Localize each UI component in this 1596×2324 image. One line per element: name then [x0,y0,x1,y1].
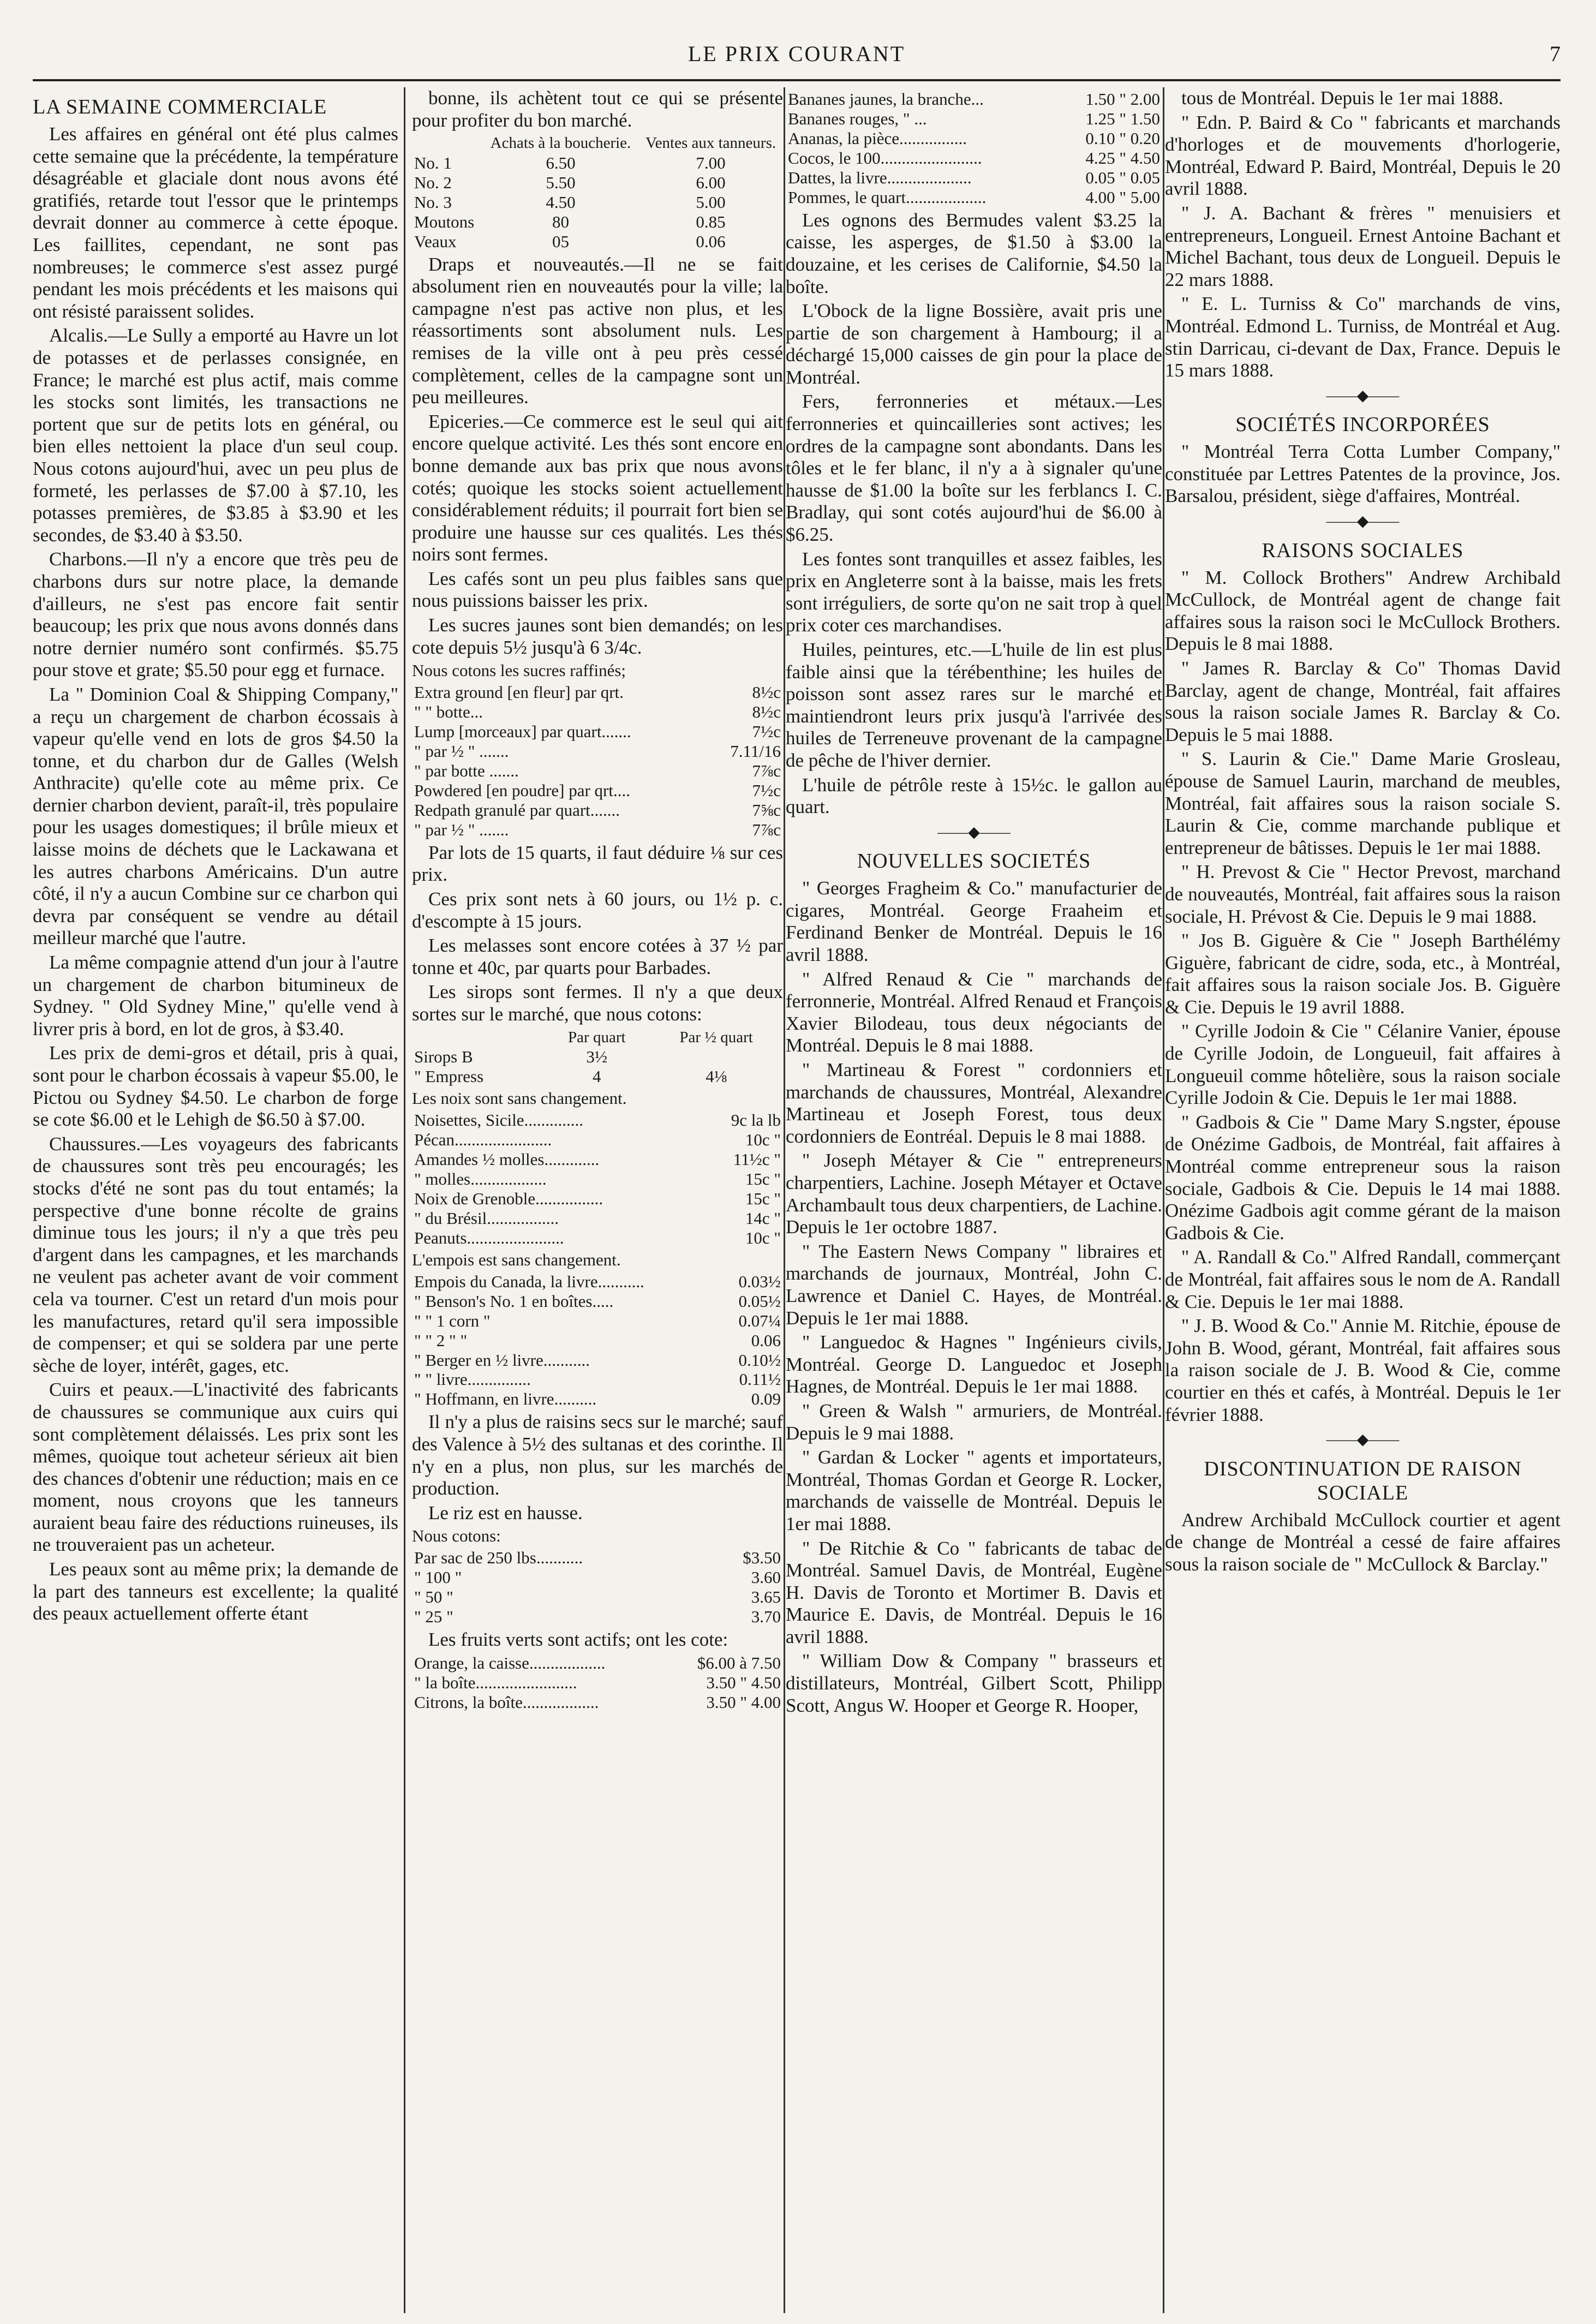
ornament-divider: ——◆—— [1326,387,1400,404]
table-row [412,1587,783,1607]
paragraph: " Joseph Métayer & Cie " entrepreneurs charpentiers, Lachine. Joseph Métayer et Octave Archambault tous deux charpentiers, de Lachine. Depuis le 1er octobre 1887. [786,1150,1162,1238]
table-cell: Redpath granulé par quart....... [414,800,620,820]
paragraph: Les melasses sont encore cotées à 37 ½ par tonne et 40c, par quarts pour Barbades. [412,935,783,978]
ornament-divider: ——◆—— [1326,513,1400,530]
rice-price-table [412,1548,783,1627]
column-2 [412,87,783,2313]
paragraph: Les prix de demi-gros et détail, pris à quai, sont pour le charbon écossais à vapeur $5.00, le Pictou ou Sydney $4.50. Le charbon de forge se cote $6.00 et le Lehigh de $6.50 à $7.00. [33,1042,398,1131]
table-cell: Sirops B [414,1047,473,1067]
section-heading: RAISONS SOCIALES [1262,539,1464,562]
table-row [412,212,783,232]
table-row [786,89,1162,109]
paragraph: Les sucres jaunes sont bien demandés; on les cote depuis 5½ jusqu'à 6 3/4c. [412,614,783,658]
table-cell [649,1047,783,1067]
table-cell: Pommes, le quart................... [788,187,987,207]
subheading: Nous cotons les sucres raffinés; [412,661,626,680]
table-cell: 7.11/16 [730,742,781,761]
table-row [786,129,1162,148]
table-cell: 4 [593,1067,601,1086]
table-row [412,1169,783,1189]
table-cell: Extra ground [en fleur] par qrt. [414,683,624,702]
table-cell: " 50 " [414,1587,453,1607]
ornament-divider: ——◆—— [937,823,1011,841]
table-cell: " molles.................. [414,1169,547,1188]
table-row [412,1228,783,1248]
table-row [786,168,1162,188]
paragraph: " M. Collock Brothers" Andrew Archibald McCullock, de Montréal agent de change fait affaires sous la raison soci le McCullock Brothers. Depuis le 8 mai 1888. [1165,566,1561,655]
table-header: Achats à la boucherie. [490,134,631,152]
paragraph: " James R. Barclay & Co" Thomas David Barclay, agent de change, Montréal, fait affaires sous la raison sociale James R. Barclay & Co. Depuis le 5 mai 1888. [1165,657,1561,745]
paragraph: Charbons.—Il n'y a encore que très peu de charbons durs sur notre place, la demande d'ailleurs, ne s'est pas encore fait sentir beaucoup; les prix que nous avons donnés dans notre dernier numéro sont confirmés. $5.75 pour stove et grate; $5.50 pour egg et furnace. [33,548,398,681]
table-cell: 0.07¼ [738,1311,781,1330]
table-cell: 4.50 [546,192,576,212]
section-heading: DISCONTINUATION DE RAISON SOCIALE [1204,1457,1522,1504]
table-row [412,1110,783,1130]
table-cell: " " botte... [414,702,483,722]
table-cell: 7⅞c [752,761,781,781]
table-cell: No. 2 [414,172,452,192]
table-row [412,1389,783,1409]
paragraph: " The Eastern News Company " libraires et marchands de journaux, Montréal, John C. Lawrence et Daniel C. Hayes, de Montréal. Depuis le 1er mai 1888. [786,1240,1162,1329]
table-row [412,742,783,761]
table-cell: 15c " [745,1188,781,1208]
table-cell: 7½c [752,722,781,742]
paragraph: Le riz est en hausse. [428,1502,583,1524]
table-cell: 9c la lb [731,1110,781,1130]
ornament-divider: ——◆—— [1326,1431,1400,1449]
paragraph: " S. Laurin & Cie." Dame Marie Grosleau, épouse de Samuel Laurin, marchand de meubles, Montréal, fait affaires sous la raison sociale S. Laurin & Cie, comme marchande publique et entrepreneur de bâtisses. Depuis le 1er mai 1888. [1165,748,1561,858]
table-header [412,134,483,153]
table-row [412,1067,783,1086]
table-cell: " Benson's No. 1 en boîtes..... [414,1291,614,1311]
table-row [412,1607,783,1627]
table-cell: 3.65 [751,1587,781,1607]
table-cell: Cocos, le 100........................ [788,148,982,168]
column-1 [33,87,398,2313]
paragraph: Draps et nouveautés.—Il ne se fait absolument rien en nouveautés pour la ville; la campagne n'est pas active non plus, et les réassortiments sont absolument nuls. Les remises de la ville ont à peu près cessé complètement, celles de la campagne sont un peu meilleures. [412,253,783,408]
paragraph: " H. Prevost & Cie " Hector Prevost, marchand de nouveautés, Montréal, fait affaires sous la raison sociale, H. Prévost & Cie. Depuis le 9 mai 1888. [1165,861,1561,927]
table-row [412,1047,783,1067]
column-divider [1163,87,1164,2313]
table-cell: 1.25 " 1.50 [1085,109,1160,128]
table-cell: 0.03½ [738,1271,781,1291]
paragraph: " William Dow & Company " brasseurs et distillateurs, Montréal, Gilbert Scott, Philipp Scott, Angus W. Hooper et George R. Hooper, [786,1650,1162,1716]
paragraph: " Green & Walsh " armuriers, de Montréal. Depuis le 9 mai 1888. [786,1400,1162,1444]
paragraph: " Gadbois & Cie " Dame Mary S.ngster, épouse de Onézime Gadbois, de Montréal, fait affaires à Montréal comme entrepreneur sous la raison sociale, Gadbois & Cie. Depuis le 14 mai 1888. Onézime Gadbois agit comme gérant de la maison Gadbois & Cie. [1165,1111,1561,1244]
fruit-price-table [412,1653,783,1712]
paragraph: Les affaires en général ont été plus calmes cette semaine que la précédente, la température désagréable et glaciale dont nous avons été gratifiés, retarde tout l'essor que le printemps devrait donner au commerce à cette époque. Les faillites, cependant, ne sont pas nombreuses; le commerce s'est assez purgé pendant les mois précédents et les maisons qui ont résisté paraissent solides. [33,123,398,322]
paragraph: " J. B. Wood & Co." Annie M. Ritchie, épouse de John B. Wood, gérant, Montréal, fait affaires sous la raison sociale de J. B. Wood & Cie, comme courtier en thés et cafés, à Montréal. Depuis le 1er février 1888. [1165,1315,1561,1425]
paragraph: Chaussures.—Les voyageurs des fabricants de chaussures sont très peu encouragés; les stocks d'été ne sont pas du tout entamés; la perspective d'une bonne récolte de grains diminue tous les jours; il n'y a que très peu d'argent dans les campagnes, et les marchands ne veulent pas acheter avant de voir comment cela va tourner. C'est un retard d'un mois pour les manufactures, retard qu'il sera impossible de compenser; et qui se soldera par une perte sèche de loyer, intérêt, gages, etc. [33,1133,398,1376]
table-cell: Powdered [en poudre] par qrt.... [414,780,630,800]
table-cell: " par botte ....... [414,761,519,781]
paragraph: Alcalis.—Le Sully a emporté au Havre un lot de potasses et de perlasses consignée, en France; le marché est plus actif, mais comme les stocks sont limités, les transactions ne portent que sur de petits lots en général, ou bien elles nettoient la place d'un seul coup. Nous cotons aujourd'hui, avec un peu plus de formeté, les perlasses de $7.00 à $7.10, les potasses premières, de $3.85 à $3.90 et les secondes, de $3.40 à $3.50. [33,325,398,546]
column-divider [404,87,405,2313]
paragraph: Les fruits verts sont actifs; ont les cote: [428,1629,728,1651]
table-cell: " " 1 corn " [414,1311,491,1330]
table-cell: 0.06 [696,231,726,251]
table-header [412,1028,544,1048]
table-cell: 0.06 [751,1330,781,1350]
table-row [412,761,783,781]
table-cell: 8½c [752,702,781,722]
newspaper-title: LE PRIX COURANT [688,41,906,66]
table-row [412,1370,783,1389]
paragraph: Les peaux sont au même prix; la demande de la part des tanneurs est excellente; la qualité des peaux actuellement offerte étant [33,1558,398,1624]
table-cell: 3½ [586,1047,608,1067]
paragraph: " Jos B. Giguère & Cie " Joseph Barthélémy Giguère, fabricant de cidre, soda, etc., à Montréal, fait affaires sous la raison sociale Jos. B. Giguère & Cie. Depuis le 19 avril 1888. [1165,930,1561,1018]
table-cell: Veaux [414,231,457,251]
paragraph: Cuirs et peaux.—L'inactivité des fabricants de chaussures se communique aux cuirs qui sont complètement délaissés. Les prix sont les mêmes, quoique tout acheteur sérieux ait bien des chances d'obtenir une réduction; mais en ce moment, nous croyons que les tanneurs auraient beau faire des réductions ruineuses, ils ne trouveraient pas un acheteur. [33,1379,398,1556]
table-cell: Noix de Grenoble................ [414,1188,603,1208]
table-cell: 0.85 [696,212,726,231]
table-cell: Moutons [414,212,475,231]
table-cell: 0.10½ [738,1350,781,1370]
paragraph: L'Obock de la ligne Bossière, avait pris une partie de son chargement à Hambourg; il a déchargé 15,000 caisses de gin pour la place de Montréal. [786,300,1162,388]
table-row [412,1311,783,1331]
table-cell: 4.25 " 4.50 [1085,148,1160,168]
subheading: Les noix sont sans changement. [412,1089,627,1108]
table-header: Par quart [568,1028,626,1046]
table-row [412,1130,783,1150]
table-row [412,1568,783,1587]
table-cell: Noisettes, Sicile.............. [414,1110,583,1130]
section-heading: NOUVELLES SOCIETÉS [857,850,1091,873]
paragraph: tous de Montréal. Depuis le 1er mai 1888. [1181,87,1504,109]
paragraph: " Martineau & Forest " cordonniers et marchands de chaussures, Montréal, Alexandre Martineau et Joseph Forest, tous deux cordonniers de Eontréal. Depuis le 8 mai 1888. [786,1059,1162,1147]
table-row [412,722,783,742]
table-cell: Orange, la caisse.................. [414,1653,606,1672]
table-cell: " par ½ " ....... [414,742,509,761]
table-cell: " la boîte........................ [414,1672,577,1692]
paragraph: Epiceries.—Ce commerce est le seul qui ait encore quelque activité. Les thés sont encore en bonne demande aux bas prix que nous avons cotés; quoique les stocks soient actuellement considérablement réduits; il pourrait fort bien se produire une hausse sur ces qualités. Les thés noirs sont fermes. [412,410,783,565]
table-cell: 7⅝c [752,800,781,820]
sugar-price-table [412,683,783,840]
page-number: 7 [1550,41,1561,66]
table-cell: Empois du Canada, la livre........... [414,1271,644,1291]
table-cell: 3.50 " 4.50 [706,1672,781,1692]
table-header: Par ½ quart [679,1028,753,1046]
paragraph: " Georges Fragheim & Co." manufacturier de cigares, Montréal. George Fraaheim et Ferdinand Benker de Montréal. Depuis le 16 avril 1888. [786,877,1162,966]
table-row [412,153,783,173]
fruit-price-table-continued [786,89,1162,207]
table-cell: 05 [552,231,569,251]
table-cell: 1.50 " 2.00 [1085,89,1160,109]
table-cell: 0.05½ [738,1291,781,1311]
table-cell: 4⅛ [706,1067,727,1086]
paragraph: " J. A. Bachant & frères " menuisiers et entrepreneurs, Longueil. Ernest Antoine Bachant et Michel Bachant, tous deux de Longueil. Depuis le 22 mars 1888. [1165,202,1561,290]
table-cell: 5.50 [546,172,576,192]
table-row [412,193,783,212]
paragraph: " Edn. P. Baird & Co " fabricants et marchands d'horloges et de mouvements d'horlogerie, Montréal, Edward P. Baird, Montréal, Depuis le 20 avril 1888. [1165,111,1561,200]
table-cell: 6.00 [696,172,726,192]
table-row [412,1209,783,1228]
table-cell: 0.09 [751,1389,781,1409]
table-cell: 7⅞c [752,820,781,839]
table-cell: " " livre............... [414,1370,531,1389]
paragraph: " Cyrille Jodoin & Cie " Célanire Vanier, épouse de Cyrille Jodoin, de Longueuil, fait affaires à Longueuil comme hôtelière, sous la raison sociale Cyrille Jodoin & Cie. Depuis le 1er mai 1888. [1165,1020,1561,1109]
table-row [412,1653,783,1673]
table-row [412,173,783,193]
table-cell: 7.00 [696,153,726,172]
page-header [33,41,1561,74]
table-cell: " 100 " [414,1568,462,1587]
table-cell: 4.00 " 5.00 [1085,187,1160,207]
section-heading: LA SEMAINE COMMERCIALE [33,95,327,118]
table-row [412,1673,783,1693]
table-cell: 0.10 " 0.20 [1085,128,1160,148]
table-cell: 3.70 [751,1607,781,1627]
paragraph: Les ognons des Bermudes valent $3.25 la caisse, les asperges, de $1.50 à $3.00 la douzaine, et les cerises de Californie, $4.50 la boîte. [786,209,1162,297]
paragraph: La même compagnie attend d'un jour à l'autre un chargement de charbon bitumineux de Sydney. " Old Sydney Mine," qu'elle vend à livrer pris à bord, en lot de gros, à $3.40. [33,952,398,1039]
table-cell: " Berger en ½ livre........... [414,1350,590,1370]
table-row [412,1351,783,1370]
paragraph: Andrew Archibald McCullock courtier et agent de change de Montréal a cessé de faire affaires sous la raison sociale de " McCullock & Barclay." [1165,1509,1561,1575]
paragraph: Les sirops sont fermes. Il n'y a que deux sortes sur le marché, que nous cotons: [412,981,783,1025]
paragraph: Fers, ferronneries et métaux.—Les ferronneries et quincailleries sont actives; les ordres de la campagne sont abondants. Dans les tôles et le fer blanc, il n'y a à signaler qu'une hausse de $1.00 la boîte sur les ferblancs I. C. Bradlay, qui sont cotés aujourd'hui de $6.00 à $6.25. [786,391,1162,546]
table-cell: 3.60 [751,1568,781,1587]
table-row [412,1189,783,1209]
paragraph: Huiles, peintures, etc.—L'huile de lin est plus faible ainsi que la térébenthine; les huiles de poisson sont assez rares sur le marché et maintiendront leurs prix jusqu'à l'arrivée des huiles de Terreneuve provenant de la campagne de pêche de l'hiver dernier. [786,639,1162,771]
paragraph: Il n'y a plus de raisins secs sur le marché; sauf des Valence à 5½ des sultanas et des corinthe. Il n'y en a plus, non plus, sur les marchés de production. [412,1411,783,1499]
table-row [412,820,783,840]
table-cell: No. 1 [414,153,452,172]
table-cell: " Empress [414,1067,484,1086]
table-cell: 5.00 [696,192,726,212]
column-3 [786,87,1162,2313]
table-cell: Bananes jaunes, la branche... [788,89,984,109]
hides-price-table [412,134,783,251]
table-row [412,1331,783,1351]
table-row [412,1292,783,1311]
table-cell: Ananas, la pièce................ [788,128,967,148]
table-cell: 0.05 " 0.05 [1085,168,1160,187]
table-header: Ventes aux tanneurs. [645,134,776,152]
paragraph: bonne, ils achètent tout ce qui se présente pour profiter du bon marché. [412,87,783,131]
starch-price-table [412,1272,783,1409]
table-row [412,1693,783,1712]
paragraph: " Languedoc & Hagnes " Ingénieurs civils, Montréal. George D. Languedoc et Joseph Hagnes, de Montréal. Depuis le 1er mai 1888. [786,1331,1162,1397]
paragraph: La " Dominion Coal & Shipping Company," a reçu un chargement de charbon écossais à vapeur qu'elle vend en lots de gros $4.50 la tonne, et du charbon dur de Galles (Welsh Anthracite) qu'elle cote au même prix. Ce dernier charbon devient, paraît-il, très populaire pour les usages domestiques; il brûle mieux et laisse moins de déchets que le Lackawana et les autres charbons Américains. D'un autre côté, il n'y a aucun Combine sur ce charbon qui devra par conséquent se vendre au détail meilleur marché que l'autre. [33,683,398,949]
table-cell: 3.50 " 4.00 [706,1692,781,1712]
table-cell: 10c " [745,1228,781,1247]
table-cell: $3.50 [743,1548,781,1568]
table-cell: Dattes, la livre.................... [788,168,972,187]
table-row [786,148,1162,168]
table-row [786,188,1162,207]
table-cell: " du Brésil................. [414,1208,559,1228]
paragraph: " De Ritchie & Co " fabricants de tabac de Montréal. Samuel Davis, de Montréal, Eugène H. Davis de Toronto et Mortimer B. Davis et Maurice E. Davis, de Montréal. Depuis le 16 avril 1888. [786,1537,1162,1647]
section-heading: SOCIÉTÉS INCORPORÉES [1235,413,1490,437]
paragraph: Ces prix sont nets à 60 jours, ou 1½ p. c. d'escompte à 15 jours. [412,888,783,932]
table-cell: " par ½ " ....... [414,820,509,839]
table-cell: 10c " [745,1130,781,1150]
table-cell: Par sac de 250 lbs........... [414,1548,583,1568]
table-cell: No. 3 [414,192,452,212]
subheading: Nous cotons: [412,1526,501,1546]
paragraph: Les cafés sont un peu plus faibles sans que nous puissions baisser les prix. [412,567,783,612]
table-row [412,781,783,800]
table-row [412,1548,783,1568]
table-row [412,1272,783,1292]
subheading: L'empois est sans changement. [412,1250,621,1269]
paragraph: Par lots de 15 quarts, il faut déduire ⅛ sur ces prix. [412,841,783,886]
table-cell: Bananes rouges, " ... [788,109,927,128]
table-cell: " Hoffmann, en livre.......... [414,1389,597,1409]
table-cell: Amandes ½ molles............. [414,1149,600,1169]
table-row [412,800,783,820]
table-row [412,702,783,722]
table-cell: 6.50 [546,153,576,172]
table-row [412,1150,783,1169]
paragraph: " A. Randall & Co." Alfred Randall, commerçant de Montréal, fait affaires sous le nom de A. Randall & Cie. Depuis le 1er mai 1888. [1165,1246,1561,1312]
paragraph: " Montréal Terra Cotta Lumber Company," constituée par Lettres Patentes de la province, Jos. Barsalou, président, siège d'affaires, Montréal. [1165,441,1561,507]
table-cell: Citrons, la boîte.................. [414,1692,599,1712]
column-4 [1165,87,1561,2313]
table-cell: 14c " [745,1208,781,1228]
paragraph: " Alfred Renaud & Cie " marchands de ferronnerie, Montréal. Alfred Renaud et François Xavier Bilodeau, tous deux négociants de Montréal. Depuis le 8 mai 1888. [786,968,1162,1056]
table-cell: $6.00 à 7.50 [697,1653,781,1672]
syrup-price-table [412,1028,783,1087]
table-cell: 11½c " [733,1149,781,1169]
table-row [412,232,783,252]
table-cell: Peanuts....................... [414,1228,564,1247]
table-cell: " 25 " [414,1607,453,1627]
table-cell: 7½c [752,780,781,800]
table-cell: " " 2 " " [414,1330,468,1350]
column-divider [784,87,785,2313]
nuts-price-table [412,1110,783,1248]
table-cell: 0.11½ [739,1370,781,1389]
header-rule [33,79,1561,81]
paragraph: Les fontes sont tranquilles et assez faibles, les prix en Angleterre sont à la baisse, mais les frets sont irréguliers, de sorte qu'on ne sait trop à quel prix coter ces marchandises. [786,548,1162,636]
paragraph: " Gardan & Locker " agents et importateurs, Montréal, Thomas Gordan et George R. Locker, marchands de vaisselle de Montréal. Depuis le 1er mai 1888. [786,1447,1162,1534]
table-cell: 15c " [745,1169,781,1188]
table-cell: Pécan....................... [414,1130,552,1150]
table-cell: Lump [morceaux] par quart....... [414,722,631,742]
table-row [412,683,783,702]
paragraph: L'huile de pétrôle reste à 15½c. le gallon au quart. [786,774,1162,818]
paragraph: " E. L. Turniss & Co" marchands de vins, Montréal. Edmond L. Turniss, de Montréal et Aug. stin Darricau, ci-devant de Dax, France. Depuis le 15 mars 1888. [1165,293,1561,381]
table-row [786,109,1162,129]
table-cell: 80 [552,212,569,231]
table-cell: 8½c [752,683,781,702]
